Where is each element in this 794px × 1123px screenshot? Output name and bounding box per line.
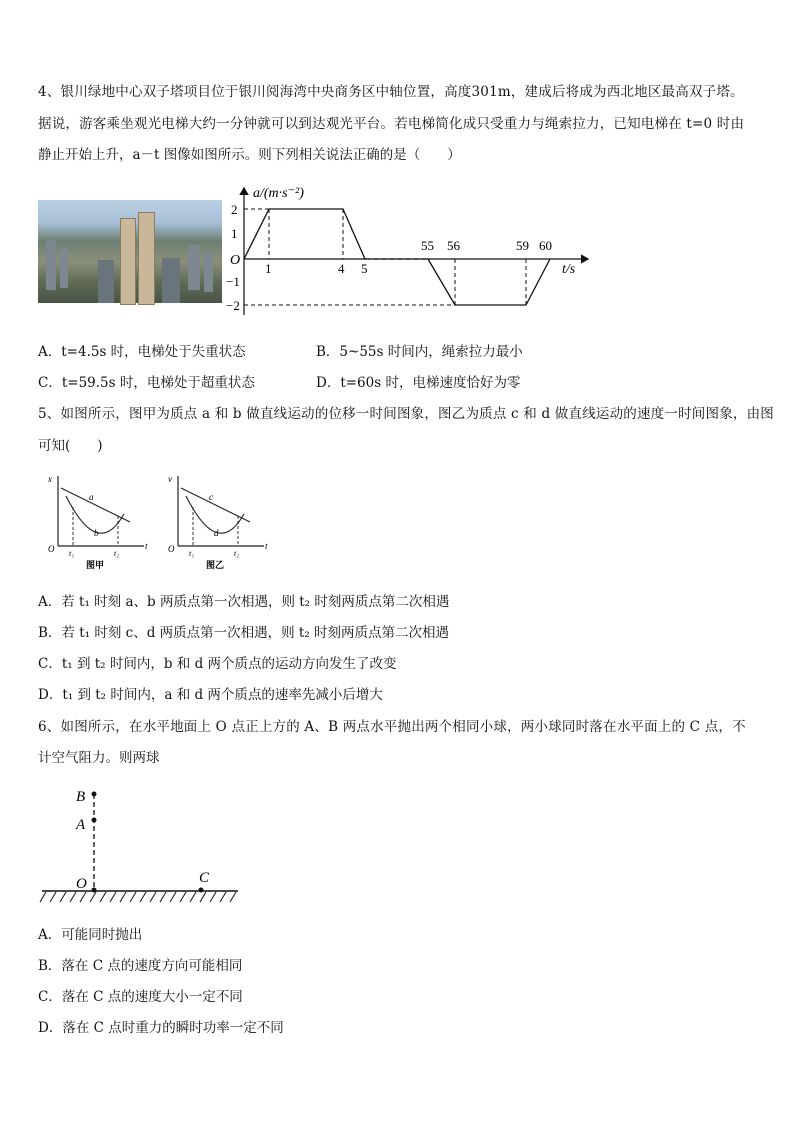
q4-x-label: t/s — [562, 262, 576, 277]
svg-text:t₂: t₂ — [234, 549, 240, 558]
q5-stem-line-1: 5、如图所示，图甲为质点 a 和 b 做直线运动的位移一时间图象，图乙为质点 c 和 d 做直线运动的速度一时间图象，由图 — [38, 406, 775, 422]
svg-text:c: c — [209, 492, 213, 502]
svg-text:O: O — [168, 544, 175, 554]
q4-xtick-5: 5 — [361, 261, 368, 276]
q4-option-a[interactable]: A．t=4.5s 时，电梯处于失重状态 — [38, 344, 246, 360]
q5-option-c[interactable]: C．t₁ 到 t₂ 时间内，b 和 d 两个质点的运动方向发生了改变 — [38, 656, 397, 672]
svg-text:x: x — [48, 474, 52, 484]
q4-ytick-2: 2 — [231, 202, 238, 217]
q5-fig-a-caption: 图甲 — [86, 560, 105, 570]
q4-ytick-1: 1 — [231, 226, 238, 241]
q6-option-d[interactable]: D．落在 C 点时重力的瞬时功率一定不同 — [38, 1020, 284, 1036]
q4-xtick-59: 59 — [516, 238, 529, 253]
q4-curve-negative — [428, 259, 550, 305]
svg-text:t₁: t₁ — [189, 549, 195, 558]
q6-option-b[interactable]: B．落在 C 点的速度方向可能相同 — [38, 958, 243, 974]
q4-y-label: a/(m·s⁻²) — [253, 186, 304, 201]
svg-text:O: O — [48, 544, 55, 554]
q4-ytick-m1: −1 — [226, 274, 240, 289]
q4-at-graph — [228, 180, 598, 320]
q4-stem-line-3: 静止开始上升，a－t 图像如图所示。则下列相关说法正确的是（ ） — [38, 147, 461, 163]
q4-xtick-55: 55 — [421, 238, 434, 253]
q6-option-c[interactable]: C．落在 C 点的速度大小一定不同 — [38, 989, 243, 1005]
svg-text:a: a — [89, 492, 94, 502]
q4-xtick-4: 4 — [338, 261, 345, 276]
q4-origin: O — [230, 253, 241, 268]
svg-text:t: t — [265, 541, 268, 551]
q4-xtick-56: 56 — [447, 238, 460, 253]
q5-figure-a — [44, 470, 154, 575]
q5-stem-line-2: 可知( ) — [38, 438, 103, 454]
q6-figure — [38, 780, 248, 910]
q4-option-c[interactable]: C．t=59.5s 时，电梯处于超重状态 — [38, 375, 255, 391]
q5-figure-b — [164, 470, 274, 575]
q4-option-d[interactable]: D．t=60s 时，电梯速度恰好为零 — [316, 375, 521, 391]
q6-point-c: C — [199, 870, 210, 886]
q6-stem-line-1: 6、如图所示，在水平地面上 O 点正上方的 A、B 两点水平抛出两个相同小球，两小球同时落在水平面上的 C 点，不 — [38, 719, 746, 735]
q4-option-b[interactable]: B．5~55s 时间内，绳索拉力最小 — [316, 344, 523, 360]
q6-option-a[interactable]: A．可能同时抛出 — [38, 927, 143, 943]
svg-text:b: b — [94, 528, 99, 538]
q4-xtick-60: 60 — [539, 238, 552, 253]
svg-text:d: d — [214, 528, 219, 538]
svg-text:t₁: t₁ — [69, 549, 75, 558]
q6-point-a: A — [76, 817, 86, 833]
q5-option-b[interactable]: B．若 t₁ 时刻 c、d 两质点第一次相遇，则 t₂ 时刻两质点第二次相遇 — [38, 625, 450, 641]
q5-option-a[interactable]: A．若 t₁ 时刻 a、b 两质点第一次相遇，则 t₂ 时刻两质点第二次相遇 — [38, 594, 450, 610]
q4-xtick-1: 1 — [265, 261, 272, 276]
svg-text:t₂: t₂ — [114, 549, 120, 558]
q6-stem-line-2: 计空气阻力。则两球 — [38, 750, 160, 766]
q4-stem-line-2: 据说，游客乘坐观光电梯大约一分钟就可以到达观光平台。若电梯简化成只受重力与绳索拉力，已知电梯在 t=0 时由 — [38, 116, 745, 132]
twin-towers-photo — [38, 200, 222, 303]
svg-text:v: v — [168, 474, 172, 484]
q5-option-d[interactable]: D．t₁ 到 t₂ 时间内，a 和 d 两个质点的速率先减小后增大 — [38, 687, 383, 703]
q6-point-o: O — [76, 876, 87, 892]
q4-curve-positive — [244, 209, 365, 259]
q5-fig-b-caption: 图乙 — [206, 560, 225, 570]
svg-text:t: t — [145, 541, 148, 551]
q4-ytick-m2: −2 — [226, 298, 240, 313]
q6-point-b: B — [76, 789, 86, 805]
q4-stem-line-1: 4、银川绿地中心双子塔项目位于银川阅海湾中央商务区中轴位置，高度301m，建成后将成为西北地区最高双子塔。 — [38, 84, 744, 100]
